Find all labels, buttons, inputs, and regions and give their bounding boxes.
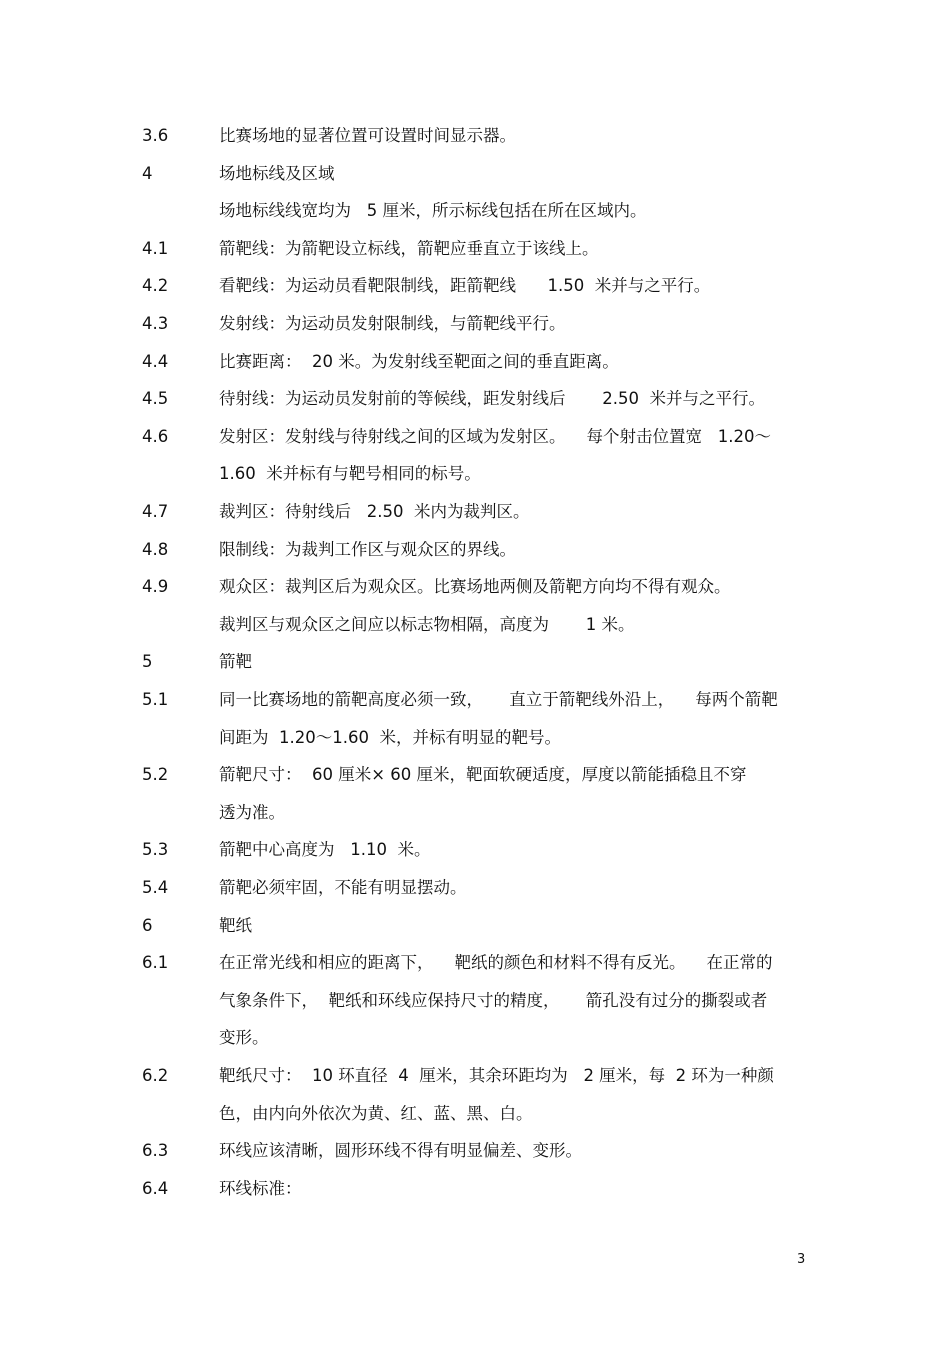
line-text: 发射区：发射线与待射线之间的区域为发射区。 每个射击位置宽 1.20～ <box>219 426 771 446</box>
section-number: 6.4 <box>142 1178 169 1198</box>
document-line <box>0 312 950 350</box>
line-text: 箭靶 <box>219 652 252 672</box>
line-text: 箭靶线：为箭靶设立标线，箭靶应垂直立于该线上。 <box>219 238 599 258</box>
document-line <box>0 989 950 1027</box>
line-text: 在正常光线和相应的距离下， 靶纸的颜色和材料不得有反光。 在正常的 <box>219 953 773 973</box>
line-text: 环线应该清晰，圆形环线不得有明显偏差、变形。 <box>219 1141 582 1161</box>
document-line <box>0 199 950 237</box>
line-text: 间距为 1.20～1.60 米，并标有明显的靶号。 <box>219 727 561 747</box>
line-text: 发射线：为运动员发射限制线，与箭靶线平行。 <box>219 314 566 333</box>
line-text: 比赛距离： 20 米。为发射线至靶面之间的垂直距离。 <box>219 351 619 371</box>
line-text: 限制线：为裁判工作区与观众区的界线。 <box>219 539 516 559</box>
line-text: 靶纸 <box>219 915 252 935</box>
document-line <box>0 350 950 388</box>
line-text: 裁判区与观众区之间应以标志物相隔，高度为 1 米。 <box>219 614 635 634</box>
line-text: 色，由内向外依次为黄、红、蓝、黑、白。 <box>219 1103 533 1123</box>
line-text: 裁判区：待射线后 2.50 米内为裁判区。 <box>219 502 530 521</box>
document-line <box>0 500 950 538</box>
document-line <box>0 801 950 839</box>
section-number: 6.1 <box>142 953 169 973</box>
section-number: 4.9 <box>142 577 169 597</box>
document-line <box>0 650 950 688</box>
line-text: 气象条件下， 靶纸和环线应保持尺寸的精度， 箭孔没有过分的撕裂或者 <box>219 990 768 1010</box>
document-line <box>0 763 950 801</box>
section-number: 4.8 <box>142 539 169 559</box>
document-line <box>0 613 950 651</box>
section-number: 4.6 <box>142 426 169 446</box>
document-line <box>0 1177 950 1215</box>
document-line <box>0 1139 950 1177</box>
document-line <box>0 575 950 613</box>
document-line <box>0 1064 950 1102</box>
document-line <box>0 876 950 914</box>
section-number: 4.5 <box>142 389 169 409</box>
section-number: 6.3 <box>142 1141 169 1161</box>
document-line <box>0 1102 950 1140</box>
line-text: 变形。 <box>219 1028 269 1048</box>
section-number: 3.6 <box>142 126 169 145</box>
section-number: 4 <box>142 163 153 183</box>
line-text: 箭靶必须牢固，不能有明显摆动。 <box>219 878 467 897</box>
document-line <box>0 914 950 952</box>
line-text: 待射线：为运动员发射前的等候线，距发射线后 2.50 米并与之平行。 <box>219 389 765 409</box>
line-text: 比赛场地的显著位置可设置时间显示器。 <box>219 126 516 145</box>
document-line <box>0 274 950 312</box>
document-line <box>0 538 950 576</box>
document-line <box>0 726 950 764</box>
document-line <box>0 951 950 989</box>
line-text: 1.60 米并标有与靶号相同的标号。 <box>219 464 481 484</box>
line-text: 透为准。 <box>219 802 285 822</box>
section-number: 6 <box>142 915 153 935</box>
document-line <box>0 462 950 500</box>
document-line <box>0 237 950 275</box>
section-number: 5.1 <box>142 690 169 709</box>
document-line <box>0 1026 950 1064</box>
section-number: 5 <box>142 652 153 672</box>
document-line <box>0 162 950 200</box>
section-number: 4.2 <box>142 276 169 296</box>
line-text: 箭靶中心高度为 1.10 米。 <box>219 840 431 860</box>
line-text: 箭靶尺寸： 60 厘米× 60 厘米，靶面软硬适度，厚度以箭能插稳且不穿 <box>219 765 747 785</box>
line-text: 场地标线及区域 <box>219 163 335 183</box>
section-number: 6.2 <box>142 1066 169 1085</box>
section-number: 4.3 <box>142 314 169 333</box>
line-text: 场地标线线宽均为 5 厘米，所示标线包括在所在区域内。 <box>219 201 647 221</box>
line-text: 看靶线：为运动员看靶限制线，距箭靶线 1.50 米并与之平行。 <box>219 276 711 296</box>
page-number: 3 <box>797 1252 806 1267</box>
document-line <box>0 124 950 162</box>
section-number: 4.1 <box>142 238 169 258</box>
section-number: 5.2 <box>142 765 169 785</box>
line-text: 观众区：裁判区后为观众区。比赛场地两侧及箭靶方向均不得有观众。 <box>219 577 731 597</box>
document-line <box>0 838 950 876</box>
section-number: 4.7 <box>142 502 169 521</box>
section-number: 5.3 <box>142 840 169 860</box>
line-text: 同一比赛场地的箭靶高度必须一致， 直立于箭靶线外沿上， 每两个箭靶 <box>219 690 778 709</box>
document-line <box>0 425 950 463</box>
document-line <box>0 688 950 726</box>
line-text: 靶纸尺寸： 10 环直径 4 厘米，其余环距均为 2 厘米，每 2 环为一种颜 <box>219 1066 774 1085</box>
document-line <box>0 387 950 425</box>
line-text: 环线标准： <box>219 1178 302 1198</box>
section-number: 4.4 <box>142 351 169 371</box>
section-number: 5.4 <box>142 878 169 897</box>
